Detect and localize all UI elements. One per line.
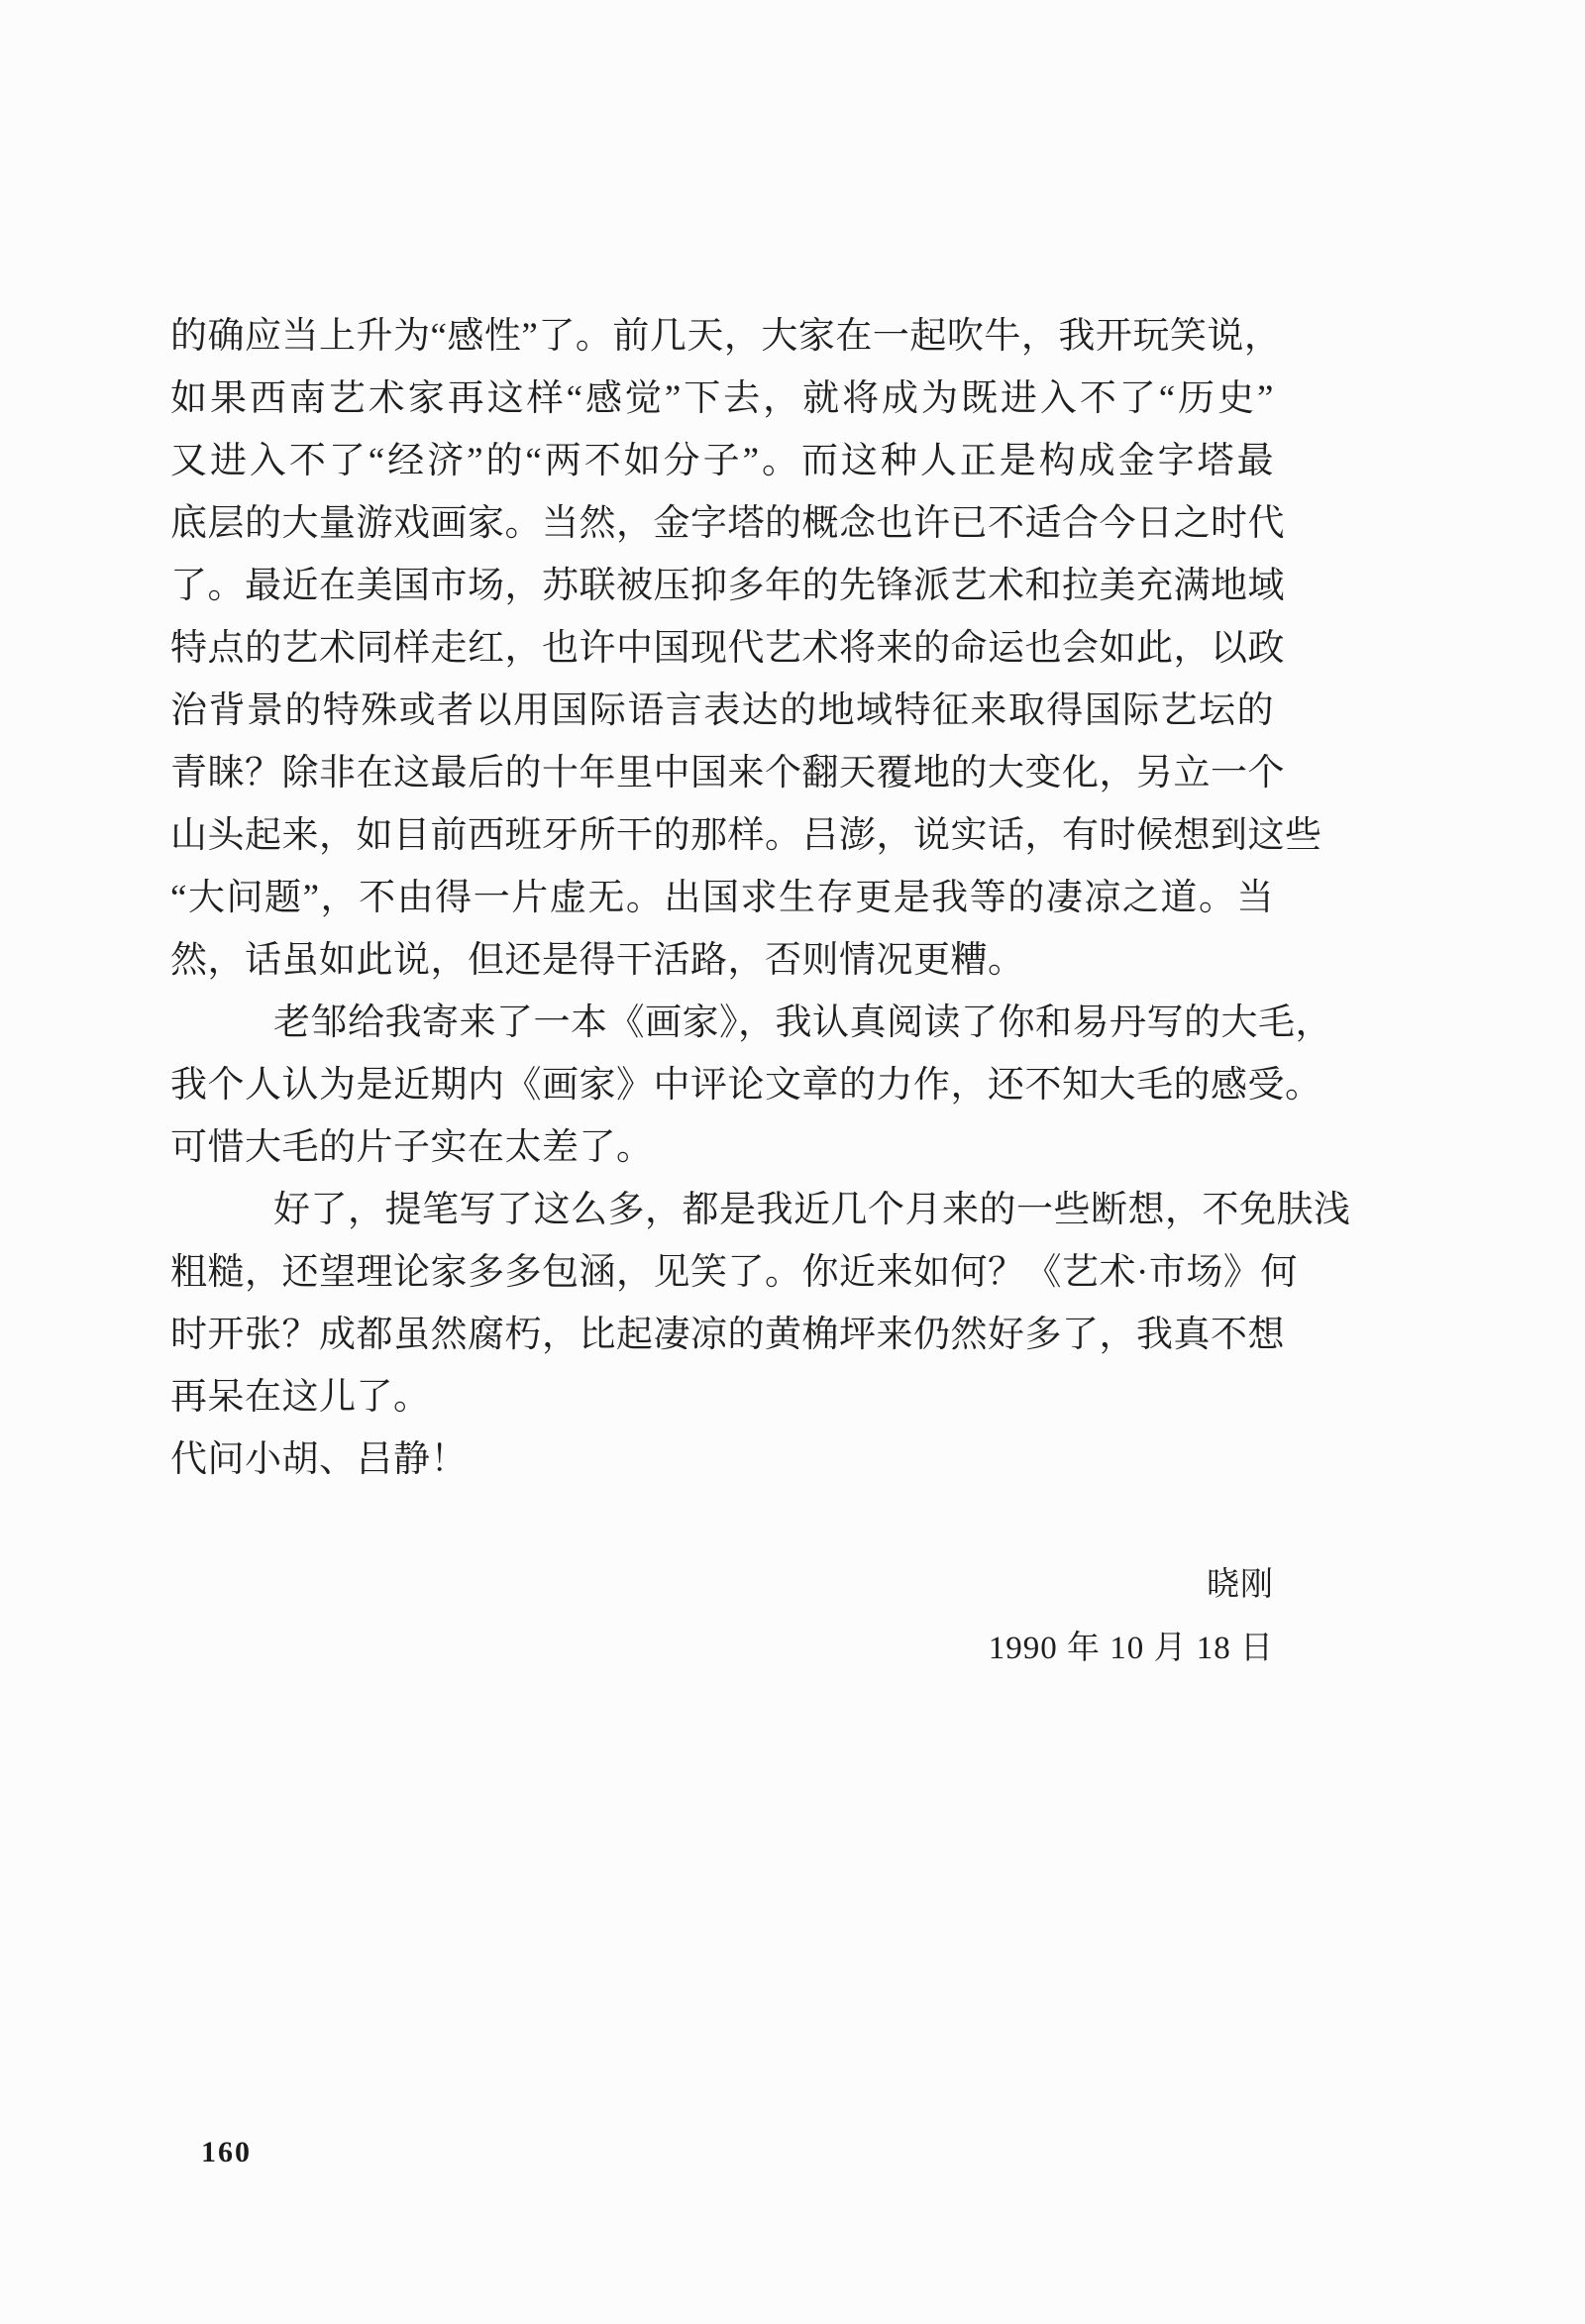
letter-line: 又进入不了“经济”的“两不如分子”。而这种人正是构成金字塔最 [170,441,1274,481]
letter-line: 特点的艺术同样走红，也许中国现代艺术将来的命运也会如此，以政 [170,628,1285,669]
signature-name: 晓刚 [1207,1567,1274,1603]
letter-line: 的确应当上升为“感性”了。前几天，大家在一起吹牛，我开玩笑说， [170,316,1282,357]
page-number: 160 [201,2136,252,2168]
letter-line: 可惜大毛的片子实在太差了。 [170,1127,654,1168]
letter-line: 我个人认为是近期内《画家》中评论文章的力作，还不知大毛的感受。 [170,1065,1322,1106]
letter-line paragraph-start: 好了，提笔写了这么多，都是我近几个月来的一些断想，不免肤浅 [273,1190,1351,1230]
letter-line: 然，话虽如此说，但还是得干活路，否则情况更糟。 [170,940,1025,981]
letter-line: 再呆在这儿了。 [170,1377,431,1418]
letter-line: 了。最近在美国市场，苏联被压抑多年的先锋派艺术和拉美充满地域 [170,566,1285,606]
letter-line paragraph-start: 老邹给我寄来了一本《画家》，我认真阅读了你和易丹写的大毛， [273,1003,1332,1043]
letter-line: “大问题”，不由得一片虚无。出国求生存更是我等的凄凉之道。当 [170,878,1274,918]
letter-line: 青睐？除非在这最后的十年里中国来个翻天覆地的大变化，另立一个 [170,753,1285,793]
letter-line: 代问小胡、吕静！ [170,1439,468,1480]
letter-body [170,305,1351,1491]
letter-line: 山头起来，如目前西班牙所干的那样。吕澎，说实话，有时候想到这些 [170,815,1322,856]
signature-block [170,1553,1274,1680]
letter-line: 粗糙，还望理论家多多包涵，见笑了。你近来如何？《艺术·市场》何 [170,1252,1298,1293]
signature-date: 1990 年 10 月 18 日 [988,1631,1274,1666]
letter-line: 时开张？成都虽然腐朽，比起凄凉的黄桷坪来仍然好多了，我真不想 [170,1315,1285,1355]
letter-line: 底层的大量游戏画家。当然，金字塔的概念也许已不适合今日之时代 [170,503,1285,544]
letter-line: 治背景的特殊或者以用国际语言表达的地域特征来取得国际艺坛的 [170,690,1274,731]
letter-line: 如果西南艺术家再这样“感觉”下去，就将成为既进入不了“历史” [170,378,1274,419]
